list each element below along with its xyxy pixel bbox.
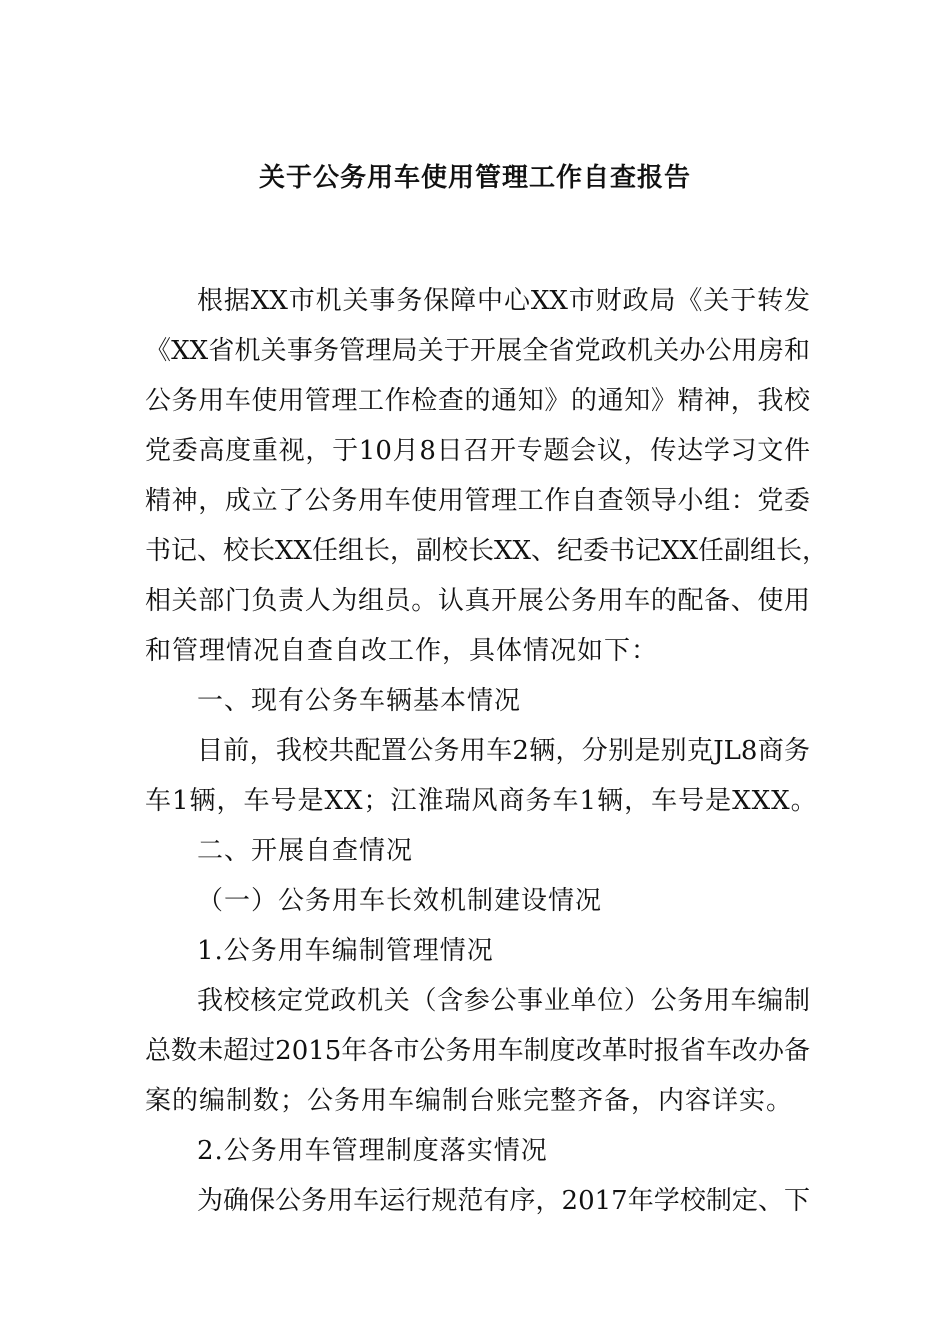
paragraph-line: 车1辆，车号是XX；江淮瑞风商务车1辆，车号是XXX。 bbox=[145, 786, 818, 816]
paragraph-line: 精神，成立了公务用车使用管理工作自查领导小组：党委 bbox=[145, 486, 810, 516]
paragraph-line: 《XX省机关事务管理局关于开展全省党政机关办公用房和 bbox=[145, 336, 810, 366]
paragraph-line: 公务用车使用管理工作检查的通知》的通知》精神，我校 bbox=[145, 386, 810, 416]
subsection-heading: （一）公务用车长效机制建设情况 bbox=[197, 886, 603, 916]
subsection-heading: 1.公务用车编制管理情况 bbox=[197, 936, 494, 966]
section-heading: 二、开展自查情况 bbox=[197, 836, 414, 866]
page-title: 关于公务用车使用管理工作自查报告 bbox=[258, 163, 691, 193]
section-heading: 一、现有公务车辆基本情况 bbox=[197, 686, 522, 716]
paragraph-line: 目前，我校共配置公务用车2辆，分别是别克JL8商务 bbox=[197, 736, 810, 766]
paragraph-line: 和管理情况自查自改工作，具体情况如下： bbox=[145, 636, 659, 666]
paragraph-line: 总数未超过2015年各市公务用车制度改革时报省车改办备 bbox=[145, 1036, 810, 1066]
paragraph-line: 党委高度重视，于10月8日召开专题会议，传达学习文件 bbox=[145, 436, 810, 466]
subsection-heading: 2.公务用车管理制度落实情况 bbox=[197, 1136, 548, 1166]
paragraph-line: 案的编制数；公务用车编制台账完整齐备，内容详实。 bbox=[145, 1086, 794, 1116]
document-body bbox=[145, 276, 829, 1226]
paragraph-line: 根据XX市机关事务保障中心XX市财政局《关于转发 bbox=[197, 286, 810, 316]
paragraph-line: 我校核定党政机关（含参公事业单位）公务用车编制 bbox=[197, 986, 810, 1016]
paragraph-line: 书记、校长XX任组长，副校长XX、纪委书记XX任副组长， bbox=[145, 536, 829, 566]
paragraph-line: 为确保公务用车运行规范有序，2017年学校制定、下 bbox=[197, 1186, 810, 1216]
paragraph-line: 相关部门负责人为组员。认真开展公务用车的配备、使用 bbox=[145, 586, 810, 616]
